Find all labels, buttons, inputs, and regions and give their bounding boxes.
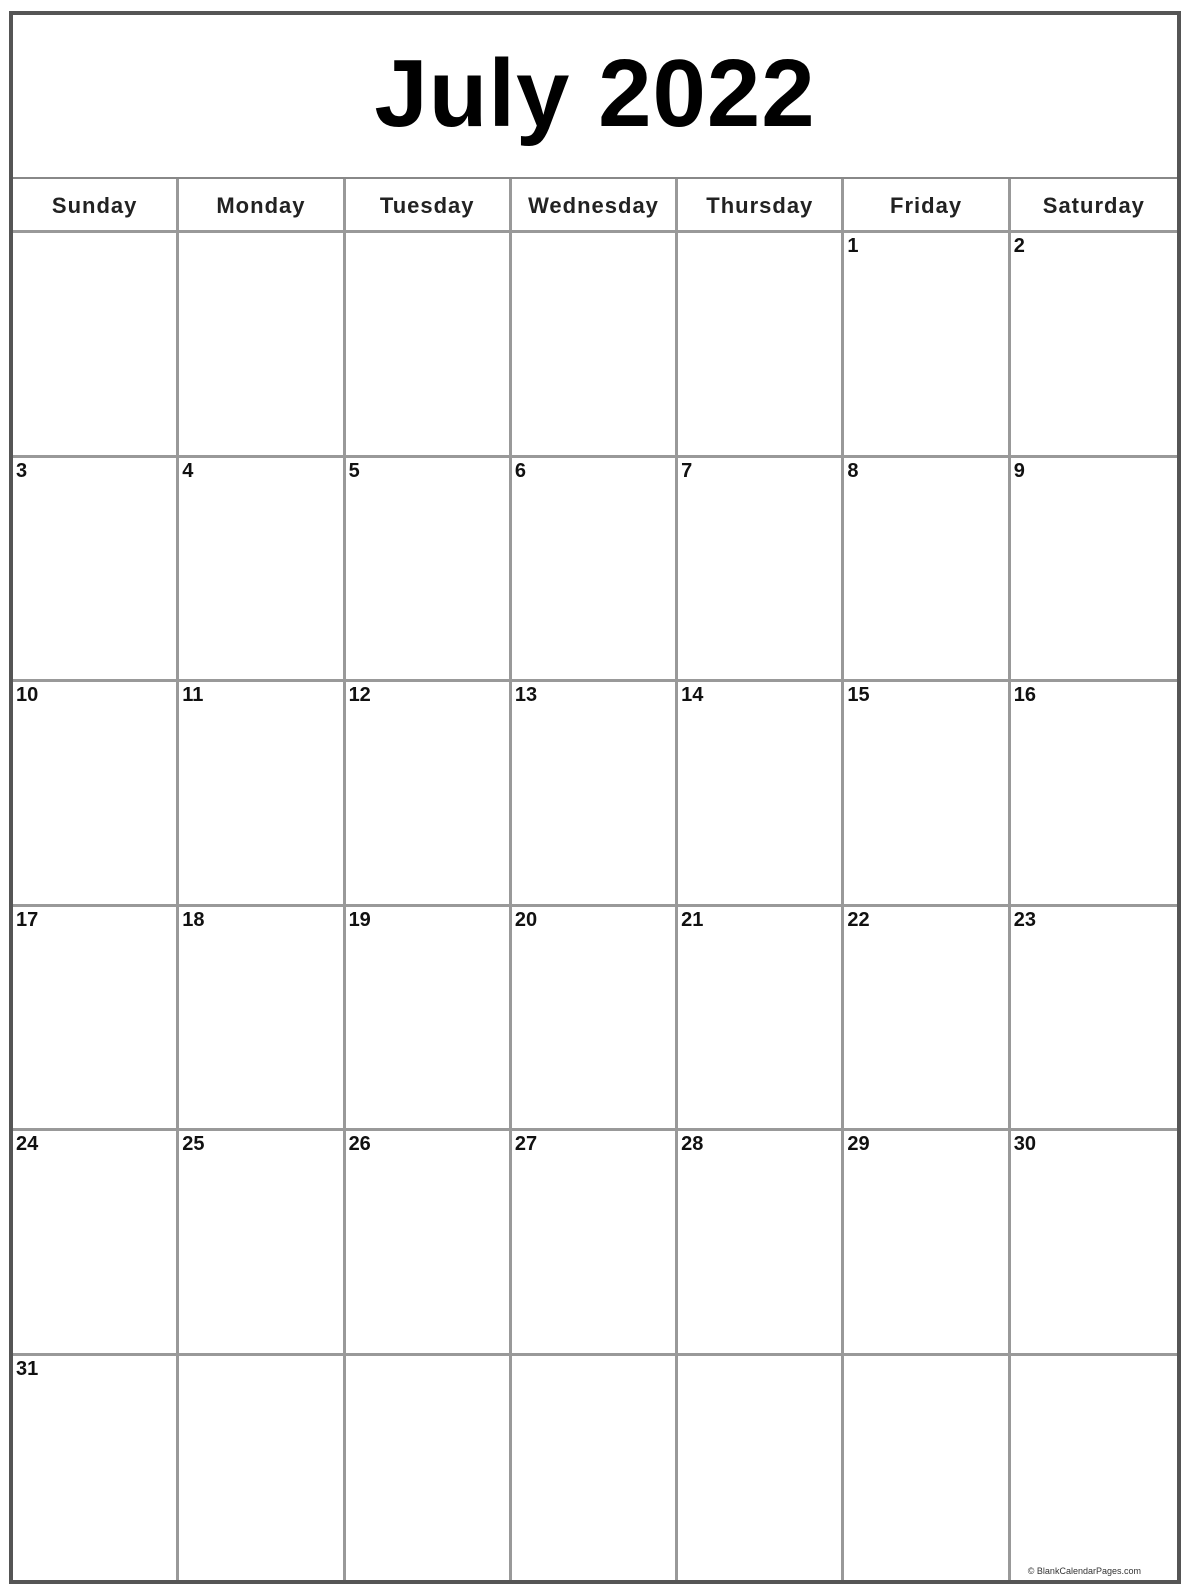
day-cell-2 — [1011, 233, 1177, 458]
day-cell-8 — [844, 458, 1010, 683]
day-cell-22 — [844, 907, 1010, 1132]
day-cell-29 — [844, 1131, 1010, 1356]
day-number: 21 — [681, 908, 704, 931]
empty-day-cell — [512, 1356, 678, 1581]
day-number: 3 — [16, 459, 28, 482]
day-cell-4 — [179, 458, 345, 683]
day-cell-27 — [512, 1131, 678, 1356]
day-cell-1 — [844, 233, 1010, 458]
day-cell-30 — [1011, 1131, 1177, 1356]
weekday-header-wednesday: Wednesday — [512, 179, 678, 233]
day-number: 20 — [514, 908, 538, 931]
day-number: 23 — [1013, 908, 1036, 931]
empty-day-cell — [512, 233, 678, 458]
day-cell-17 — [13, 907, 179, 1132]
day-number: 9 — [1013, 459, 1025, 482]
day-number: 2 — [1013, 235, 1025, 257]
weekday-header-sunday: Sunday — [13, 179, 179, 233]
day-number: 17 — [16, 908, 39, 931]
day-cell-23 — [1011, 907, 1177, 1132]
day-cell-25 — [179, 1131, 345, 1356]
day-number: 18 — [182, 908, 205, 931]
day-number: 7 — [681, 459, 693, 482]
day-number: 16 — [1013, 684, 1036, 706]
day-cell-3 — [13, 458, 179, 683]
day-number: 14 — [681, 684, 704, 706]
day-cell-20 — [512, 907, 678, 1132]
day-cell-9 — [1011, 458, 1177, 683]
day-number: 11 — [182, 684, 204, 706]
day-number: 5 — [348, 459, 360, 482]
day-number: 1 — [847, 235, 859, 257]
weekday-header-thursday: Thursday — [678, 179, 844, 233]
empty-day-cell — [179, 233, 345, 458]
day-number: 29 — [847, 1133, 870, 1155]
calendar-grid — [13, 177, 1177, 1580]
day-number: 6 — [514, 459, 526, 482]
weekday-header-friday: Friday — [844, 179, 1010, 233]
day-cell-14 — [678, 682, 844, 907]
day-number: 12 — [348, 684, 371, 706]
day-cell-12 — [346, 682, 512, 907]
empty-day-cell — [678, 233, 844, 458]
day-number: 22 — [847, 908, 870, 931]
weekday-header-saturday: Saturday — [1011, 179, 1177, 233]
day-cell-21 — [678, 907, 844, 1132]
day-number: 13 — [514, 684, 538, 706]
empty-day-cell — [346, 1356, 512, 1581]
day-cell-19 — [346, 907, 512, 1132]
day-cell-16 — [1011, 682, 1177, 907]
day-number: 27 — [514, 1133, 538, 1155]
weekday-header-tuesday: Tuesday — [346, 179, 512, 233]
day-cell-13 — [512, 682, 678, 907]
day-number: 25 — [182, 1133, 205, 1155]
day-cell-11 — [179, 682, 345, 907]
copyright-notice: © BlankCalendarPages.com — [1027, 1566, 1141, 1576]
day-number: 19 — [348, 908, 371, 931]
day-cell-26 — [346, 1131, 512, 1356]
title-bar — [13, 15, 1177, 177]
day-cell-7 — [678, 458, 844, 683]
day-number: 10 — [16, 684, 39, 706]
day-number: 8 — [847, 459, 859, 482]
day-cell-6 — [512, 458, 678, 683]
day-cell-10 — [13, 682, 179, 907]
day-cell-24 — [13, 1131, 179, 1356]
empty-day-cell — [1011, 1356, 1177, 1581]
empty-day-cell — [346, 233, 512, 458]
day-cell-31 — [13, 1356, 179, 1581]
day-number: 31 — [16, 1357, 39, 1380]
day-cell-28 — [678, 1131, 844, 1356]
day-number: 24 — [16, 1133, 39, 1155]
empty-day-cell — [678, 1356, 844, 1581]
calendar-title: July 2022 — [374, 40, 816, 147]
day-number: 30 — [1013, 1133, 1036, 1155]
day-number: 26 — [348, 1133, 371, 1155]
day-number: 4 — [182, 459, 194, 482]
day-number: 28 — [681, 1133, 704, 1155]
empty-day-cell — [13, 233, 179, 458]
day-cell-5 — [346, 458, 512, 683]
day-cell-18 — [179, 907, 345, 1132]
day-cell-15 — [844, 682, 1010, 907]
empty-day-cell — [844, 1356, 1010, 1581]
weekday-header-monday: Monday — [179, 179, 345, 233]
empty-day-cell — [179, 1356, 345, 1581]
calendar — [9, 11, 1181, 1584]
day-number: 15 — [847, 684, 870, 706]
